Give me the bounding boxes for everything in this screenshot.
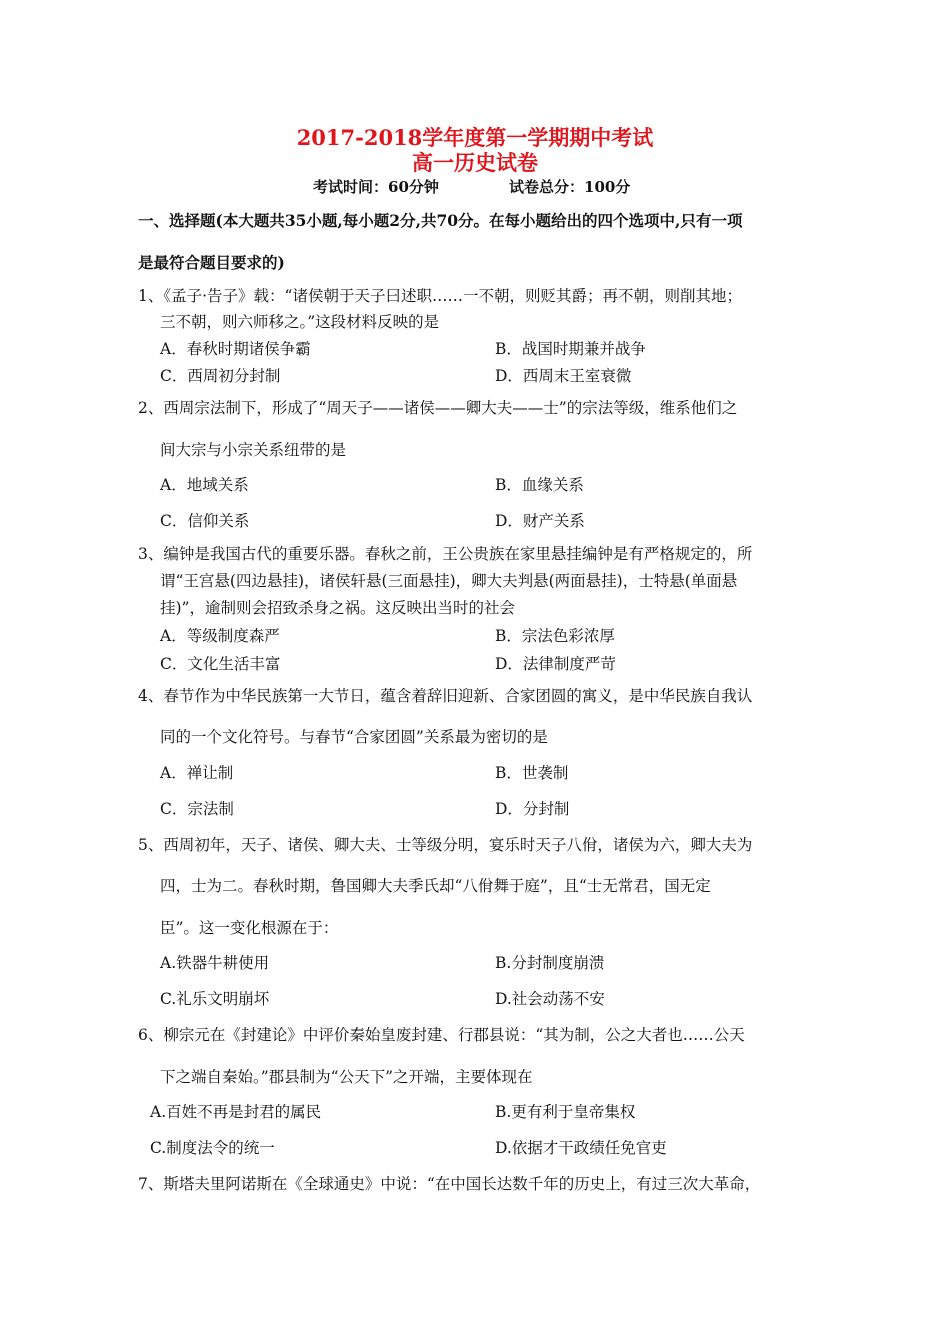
question-7-line-1: 7、斯塔夫里阿诺斯在《全球通史》中说：“在中国长达数千年的历史上，有过三次大革命， xyxy=(138,1175,761,1193)
question-6-line-2: 下之端自秦始。”郡县制为“公天下”之开端，主要体现在 xyxy=(160,1068,533,1086)
question-1-option-d: D．西周末王室衰微 xyxy=(495,367,632,385)
question-1-option-c: C．西周初分封制 xyxy=(160,367,281,385)
question-5-option-b: B.分封制度崩溃 xyxy=(495,954,605,972)
question-2-line-1: 2、西周宗法制下，形成了“周天子——诸侯——卿大夫——士”的宗法等级，维系他们之 xyxy=(138,399,738,417)
question-1-option-a: A．春秋时期诸侯争霸 xyxy=(160,340,311,358)
question-3-line-2: 谓“王宫悬(四边悬挂)，诸侯轩悬(三面悬挂)，卿大夫判悬(两面悬挂)，士特悬(单面悬 xyxy=(160,572,738,590)
exam-time: 考试时间：60分钟 xyxy=(313,178,439,196)
question-4-option-b: B．世袭制 xyxy=(495,764,569,782)
question-3-line-1: 3、编钟是我国古代的重要乐器。春秋之前，王公贵族在家里悬挂编钟是有严格规定的，所 xyxy=(138,545,753,563)
question-2-option-b: B．血缘关系 xyxy=(495,476,584,494)
question-4-line-2: 同的一个文化符号。与春节“合家团圆”关系最为密切的是 xyxy=(160,728,548,746)
question-4-line-1: 4、春节作为中华民族第一大节日，蕴含着辞旧迎新、合家团圆的寓义，是中华民族自我认 xyxy=(138,687,753,705)
section-heading-line1: 一、选择题(本大题共35小题,每小题2分,共70分。在每小题给出的四个选项中,只有一项 xyxy=(138,211,743,230)
question-1-line-1: 1、《孟子·告子》载：“诸侯朝于天子曰述职……一不朝，则贬其爵；再不朝，则削其地； xyxy=(138,287,742,305)
question-3-option-d: D．法律制度严苛 xyxy=(495,655,616,673)
question-5-line-3: 臣”。这一变化根源在于： xyxy=(160,919,339,937)
question-4-option-a: A．禅让制 xyxy=(160,764,234,782)
question-5-line-2: 四，士为二。春秋时期，鲁国卿大夫季氏却“八佾舞于庭”，且“士无常君，国无定 xyxy=(160,877,711,895)
question-1-option-b: B．战国时期兼并战争 xyxy=(495,340,646,358)
question-2-option-a: A．地域关系 xyxy=(160,476,249,494)
question-4-option-d: D．分封制 xyxy=(495,800,570,818)
question-1-line-2: 三不朝，则六师移之。”这段材料反映的是 xyxy=(160,313,440,331)
question-5-option-d: D.社会动荡不安 xyxy=(495,990,605,1008)
question-6-option-c: C.制度法令的统一 xyxy=(150,1139,275,1157)
question-3-option-c: C．文化生活丰富 xyxy=(160,655,281,673)
question-5-option-c: C.礼乐文明崩坏 xyxy=(160,990,270,1008)
question-6-line-1: 6、柳宗元在《封建论》中评价秦始皇废封建、行郡县说：“其为制，公之大者也……公天 xyxy=(138,1026,745,1044)
question-4-option-c: C．宗法制 xyxy=(160,800,234,818)
exam-title: 2017-2018学年度第一学期期中考试 xyxy=(296,125,654,150)
question-3-option-a: A．等级制度森严 xyxy=(160,627,280,645)
question-3-line-3: 挂)”，逾制则会招致杀身之祸。这反映出当时的社会 xyxy=(160,599,515,617)
question-6-option-b: B.更有利于皇帝集权 xyxy=(495,1103,636,1121)
question-6-option-d: D.依据才干政绩任免官吏 xyxy=(495,1139,667,1157)
exam-total-score: 试卷总分：100分 xyxy=(509,178,631,196)
question-2-option-c: C．信仰关系 xyxy=(160,512,250,530)
question-5-line-1: 5、西周初年，天子、诸侯、卿大夫、士等级分明，宴乐时天子八佾，诸侯为六，卿大夫为 xyxy=(138,836,753,854)
question-5-option-a: A.铁器牛耕使用 xyxy=(160,954,270,972)
question-2-line-2: 间大宗与小宗关系纽带的是 xyxy=(160,441,347,459)
exam-subtitle: 高一历史试卷 xyxy=(412,150,538,175)
question-6-option-a: A.百姓不再是封君的属民 xyxy=(150,1103,322,1121)
question-2-option-d: D．财产关系 xyxy=(495,512,585,530)
question-3-option-b: B．宗法色彩浓厚 xyxy=(495,627,615,645)
section-heading-line2: 是最符合题目要求的) xyxy=(138,253,285,272)
